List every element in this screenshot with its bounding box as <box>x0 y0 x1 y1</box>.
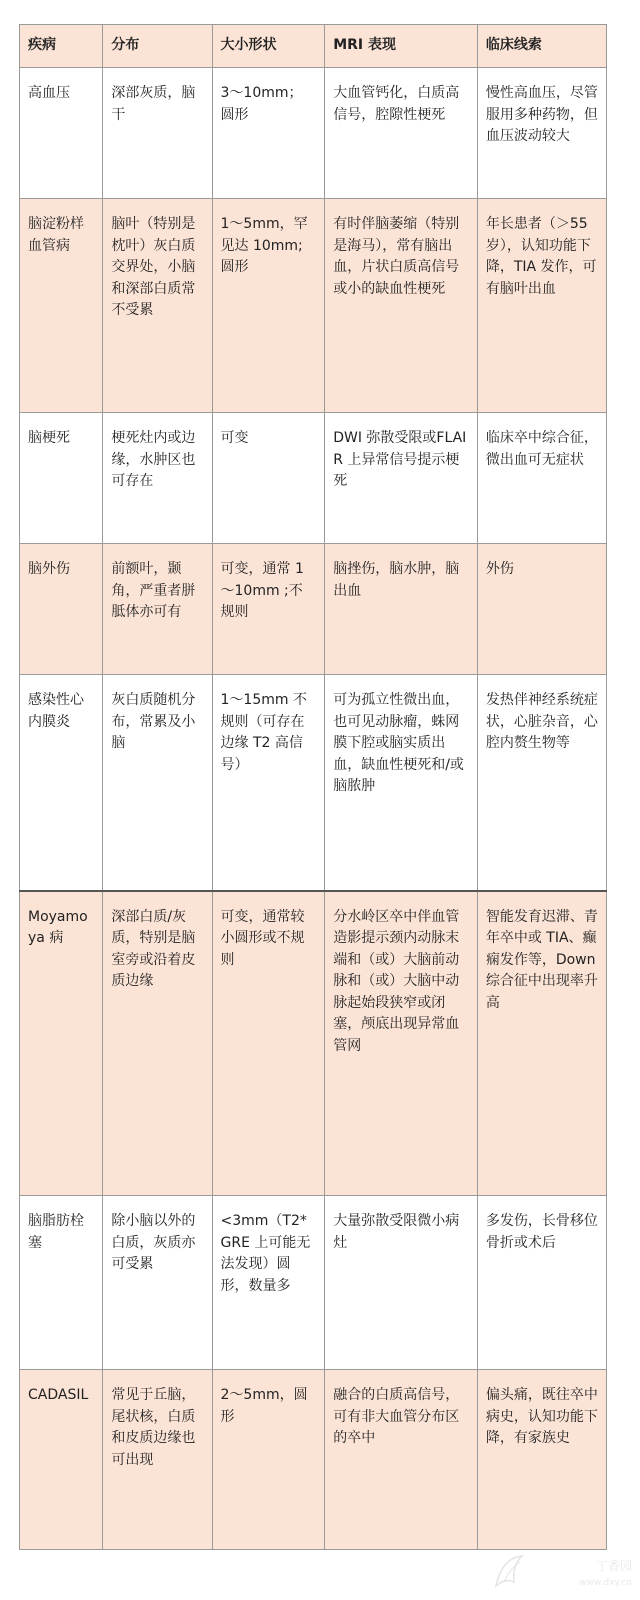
cell-disease: 脑外伤 <box>20 544 103 675</box>
table-header-row <box>20 25 607 68</box>
comparison-table-container <box>19 24 607 1550</box>
cell-disease: Moyamoya 病 <box>20 891 103 1196</box>
cell-clinical: 慢性高血压，尽管服用多种药物，但血压波动较大 <box>477 68 606 199</box>
cell-mri: 脑挫伤，脑水肿，脑出血 <box>325 544 478 675</box>
table-row-endocarditis <box>20 675 607 891</box>
cell-size-shape: 可变，通常较小圆形或不规则 <box>212 891 325 1196</box>
cell-disease: CADASIL <box>20 1370 103 1550</box>
table-row-caa <box>20 199 607 413</box>
cell-size-shape: 1～15mm 不规则（可存在边缘 T2 高信号） <box>212 675 325 891</box>
cell-distribution: 深部白质/灰质，特别是脑室旁或沿着皮质边缘 <box>103 891 212 1196</box>
header-distribution: 分布 <box>103 25 212 68</box>
table-row-hypertension <box>20 68 607 199</box>
cell-mri: DWI 弥散受限或FLAIR 上异常信号提示梗死 <box>325 413 478 544</box>
cell-distribution: 脑叶（特别是枕叶）灰白质交界处，小脑和深部白质常不受累 <box>103 199 212 413</box>
cell-size-shape: 1～5mm，罕见达 10mm;圆形 <box>212 199 325 413</box>
cell-mri: 大血管钙化，白质高信号，腔隙性梗死 <box>325 68 478 199</box>
table-row-infarction <box>20 413 607 544</box>
cell-mri: 有时伴脑萎缩（特别是海马），常有脑出血，片状白质高信号或小的缺血性梗死 <box>325 199 478 413</box>
cell-clinical: 临床卒中综合征，微出血可无症状 <box>477 413 606 544</box>
cell-mri: 分水岭区卒中伴血管造影提示颈内动脉末端和（或）大脑前动脉和（或）大脑中动脉起始段狭窄或闭塞，颅底出现异常血管网 <box>325 891 478 1196</box>
cell-clinical: 偏头痛，既往卒中病史，认知功能下降，有家族史 <box>477 1370 606 1550</box>
table-row-moyamoya <box>20 891 607 1196</box>
cell-distribution: 常见于丘脑，尾状核，白质和皮质边缘也可出现 <box>103 1370 212 1550</box>
header-disease: 疾病 <box>20 25 103 68</box>
header-size-shape: 大小形状 <box>212 25 325 68</box>
cell-size-shape: <3mm（T2*GRE 上可能无法发现）圆形，数量多 <box>212 1196 325 1370</box>
cell-size-shape: 3～10mm；圆形 <box>212 68 325 199</box>
watermark-text: 丁香园 <box>595 1559 632 1573</box>
cell-distribution: 深部灰质，脑干 <box>103 68 212 199</box>
cell-clinical: 多发伤，长骨移位骨折或术后 <box>477 1196 606 1370</box>
cell-disease: 脑脂肪栓塞 <box>20 1196 103 1370</box>
cell-size-shape: 可变，通常 1～10mm ;不规则 <box>212 544 325 675</box>
cell-clinical: 年长患者（＞55岁），认知功能下降，TIA 发作，可有脑叶出血 <box>477 199 606 413</box>
cell-clinical: 智能发育迟滞、青年卒中或 TIA、癫痫发作等，Down 综合征中出现率升高 <box>477 891 606 1196</box>
cell-mri: 融合的白质高信号，可有非大血管分布区的卒中 <box>325 1370 478 1550</box>
cell-distribution: 前额叶，颞角，严重者胼胝体亦可有 <box>103 544 212 675</box>
cell-disease: 脑梗死 <box>20 413 103 544</box>
cell-disease: 感染性心内膜炎 <box>20 675 103 891</box>
cell-distribution: 梗死灶内或边缘，水肿区也可存在 <box>103 413 212 544</box>
cell-size-shape: 2～5mm，圆形 <box>212 1370 325 1550</box>
cell-clinical: 发热伴神经系统症状，心脏杂音，心腔内赘生物等 <box>477 675 606 891</box>
header-clinical: 临床线索 <box>477 25 606 68</box>
header-mri: MRI 表现 <box>325 25 478 68</box>
watermark-url: www.dxy.cn <box>579 1578 632 1588</box>
cell-clinical: 外伤 <box>477 544 606 675</box>
cell-size-shape: 可变 <box>212 413 325 544</box>
cell-mri: 可为孤立性微出血，也可见动脉瘤，蛛网膜下腔或脑实质出血，缺血性梗死和/或脑脓肿 <box>325 675 478 891</box>
table-row-cadasil <box>20 1370 607 1550</box>
cell-disease: 脑淀粉样血管病 <box>20 199 103 413</box>
disease-comparison-table <box>19 24 607 1550</box>
cell-mri: 大量弥散受限微小病灶 <box>325 1196 478 1370</box>
cell-distribution: 除小脑以外的白质，灰质亦可受累 <box>103 1196 212 1370</box>
table-row-fat-embolism <box>20 1196 607 1370</box>
cell-disease: 高血压 <box>20 68 103 199</box>
cell-distribution: 灰白质随机分布，常累及小脑 <box>103 675 212 891</box>
table-row-trauma <box>20 544 607 675</box>
